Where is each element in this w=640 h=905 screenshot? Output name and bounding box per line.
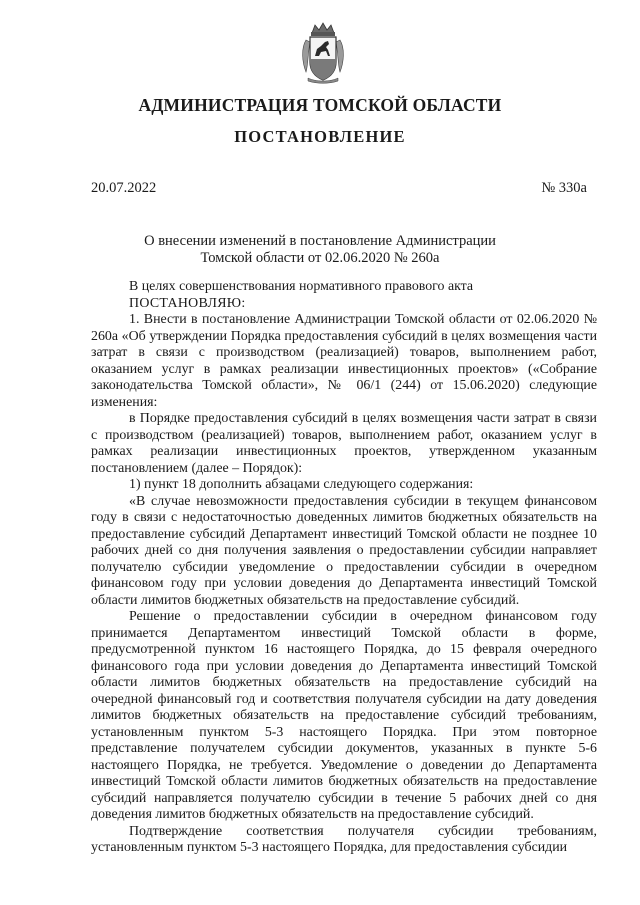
- organization-title: АДМИНИСТРАЦИЯ ТОМСКОЙ ОБЛАСТИ: [138, 95, 502, 115]
- document-number: № 330а: [541, 180, 587, 196]
- document-subject: [100, 233, 540, 267]
- document-type-heading: ПОСТАНОВЛЕНИЕ: [234, 127, 406, 146]
- preamble-paragraph: В целях совершенствования нормативного правового акта: [129, 279, 474, 294]
- body-paragraph: 1. Внести в постановление Администрации Томской области от 02.06.2020 № 260а «Об утверждении Порядка предоставления субсидий в целях возмещения части затрат в связи с производством (реализацией) товаров, выполнением работ, оказанием услуг в рамках реализации инвестиционных проектов» («Собрание законодательства Томской области», № 06/1 (244) от 15.06.2020) следующие изменения:: [91, 312, 597, 410]
- subject-line: О внесении изменений в постановление Администрации: [144, 233, 496, 249]
- body-paragraph: 1) пункт 18 дополнить абзацами следующего содержания:: [129, 477, 474, 492]
- document-body: [91, 279, 597, 857]
- body-paragraph: «В случае невозможности предоставления субсидии в текущем финансовом году в связи с недостаточностью доведенных лимитов бюджетных обязательств на предоставление субсидий Департамент инвестиций Томской области не позднее 10 рабочих дней со дня получения заявления о предоставлении субсидии направляет получателю субсидии уведомление о предоставлении субсидии в очередном финансовом году при условии доведения до Департамента инвестиций Томской области лимитов бюджетных обязательств на предоставление субсидий.: [91, 493, 597, 608]
- decree-word: ПОСТАНОВЛЯЮ:: [129, 295, 246, 311]
- body-paragraph: Решение о предоставлении субсидии в очередном финансовом году принимается Департаментом инвестиций Томской области в форме, предусмотренной пунктом 16 настоящего Порядка, до 15 февраля очередного финансового года при условии доведения до Департамента инвестиций Томской области лимитов бюджетных обязательств на предоставление субсидий на очередной финансовый год и соответствия получателя субсидии на дату доведения лимитов бюджетных обязательств на предоставление субсидий требованиям, установленным пунктом 5-3 настоящего Порядка. При этом повторное представление получателем субсидии документов, указанных в пункте 5-6 настоящего Порядка, не требуется. Уведомление о доведении до Департамента инвестиций Томской области лимитов бюджетных обязательств на предоставление субсидий направляется получателю субсидии в течение 5 рабочих дней со дня доведения лимитов бюджетных обязательств на предоставление субсидий.: [91, 609, 597, 822]
- document-date: 20.07.2022: [91, 180, 157, 196]
- body-paragraph: в Порядке предоставления субсидий в целях возмещения части затрат в связи с производством (реализацией) товаров, выполнением работ, оказанием услуг в рамках реализации инвестиционных проектов, утвержденном указанным постановлением (далее – Порядок):: [91, 411, 597, 476]
- body-paragraph: Подтверждение соответствия получателя субсидии требованиям, установленным пунктом 5-3 настоящего Порядка, для предоставления субсидии: [91, 823, 597, 855]
- subject-line: Томской области от 02.06.2020 № 260а: [200, 250, 440, 266]
- tomsk-region-coat-of-arms-icon: [300, 22, 346, 84]
